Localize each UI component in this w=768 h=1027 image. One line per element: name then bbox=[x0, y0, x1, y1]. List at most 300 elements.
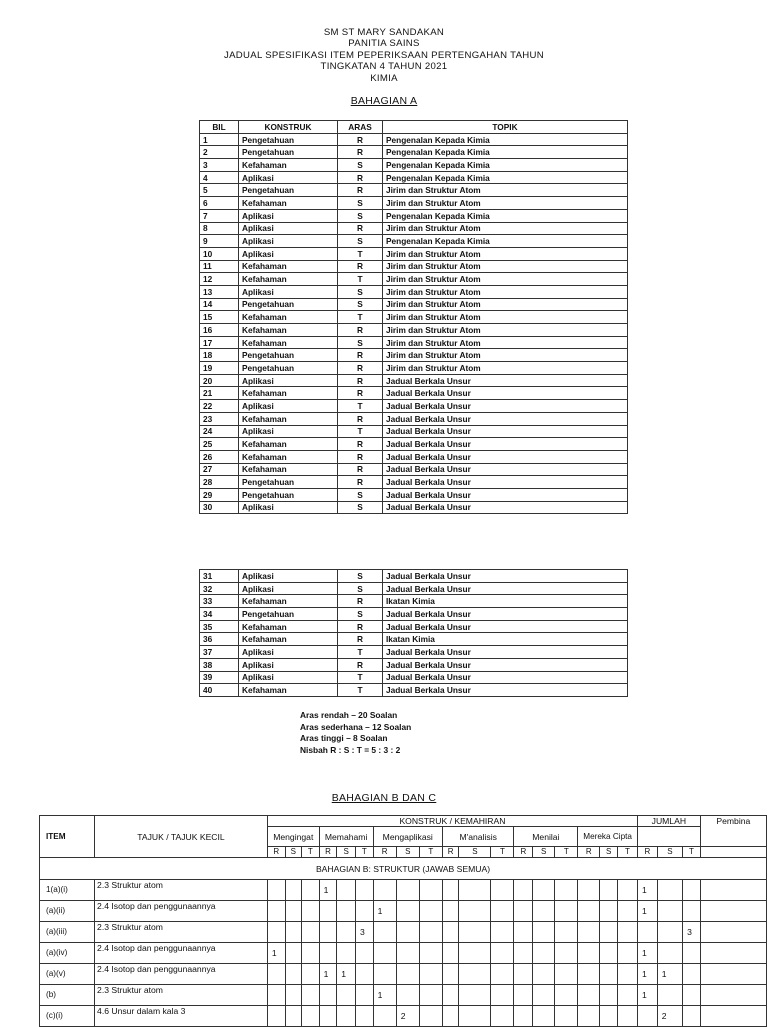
cell-konstruk: Aplikasi bbox=[239, 425, 338, 438]
cell-bil: 33 bbox=[200, 595, 239, 608]
cell-aras: S bbox=[338, 608, 383, 621]
mark-cell: 1 bbox=[267, 943, 285, 964]
mark-cell bbox=[514, 964, 533, 985]
total-cell bbox=[683, 964, 701, 985]
level-label: R bbox=[373, 847, 396, 858]
mark-cell bbox=[302, 880, 320, 901]
construct-understand: Memahami bbox=[319, 827, 373, 847]
cell-topik: Pengenalan Kepada Kimia bbox=[383, 133, 628, 146]
cell-konstruk: Pengetahuan bbox=[239, 133, 338, 146]
mark-cell bbox=[373, 1006, 396, 1027]
cell-aras: R bbox=[338, 387, 383, 400]
cell-aras: R bbox=[338, 476, 383, 489]
cell-bil: 37 bbox=[200, 646, 239, 659]
table-row bbox=[200, 324, 628, 337]
panel-name: PANITIA SAINS bbox=[348, 38, 420, 50]
cell-konstruk: Pengetahuan bbox=[239, 349, 338, 362]
construct-analyse: M'analisis bbox=[442, 827, 514, 847]
mark-cell bbox=[600, 880, 618, 901]
item-topic: 2.3 Struktur atom bbox=[95, 922, 268, 943]
cell-konstruk: Aplikasi bbox=[239, 235, 338, 248]
cell-aras: R bbox=[338, 450, 383, 463]
mark-cell bbox=[419, 922, 442, 943]
cell-konstruk: Kefahaman bbox=[239, 387, 338, 400]
level-label: S bbox=[533, 847, 555, 858]
mark-cell bbox=[337, 1006, 356, 1027]
mark-cell bbox=[319, 901, 337, 922]
item-number: (a)(iii) bbox=[40, 922, 95, 943]
part-b-label: BAHAGIAN B: STRUKTUR (JAWAB SEMUA) bbox=[40, 858, 767, 880]
cell-bil: 30 bbox=[200, 501, 239, 514]
cell-topik: Jadual Berkala Unsur bbox=[383, 488, 628, 501]
mark-cell bbox=[396, 880, 419, 901]
mark-cell bbox=[355, 985, 373, 1006]
note-low: Aras rendah – 20 Soalan bbox=[300, 710, 398, 720]
cell-konstruk: Kefahaman bbox=[239, 159, 338, 172]
table-row bbox=[200, 646, 628, 659]
mark-cell bbox=[555, 964, 578, 985]
mark-cell bbox=[555, 922, 578, 943]
note-ratio: Nisbah R : S : T = 5 : 3 : 2 bbox=[300, 745, 401, 756]
mark-cell bbox=[442, 964, 459, 985]
total-cell: 1 bbox=[637, 901, 657, 922]
table-row bbox=[200, 658, 628, 671]
col-total: JUMLAH bbox=[637, 816, 700, 827]
cell-bil: 8 bbox=[200, 222, 239, 235]
cell-konstruk: Aplikasi bbox=[239, 222, 338, 235]
cell-bil: 26 bbox=[200, 450, 239, 463]
mark-cell bbox=[514, 1006, 533, 1027]
cell-topik: Jirim dan Struktur Atom bbox=[383, 362, 628, 375]
builder-cell bbox=[700, 901, 766, 922]
mark-cell bbox=[491, 964, 514, 985]
cell-bil: 39 bbox=[200, 671, 239, 684]
cell-topik: Jadual Berkala Unsur bbox=[383, 387, 628, 400]
mark-cell bbox=[419, 964, 442, 985]
table-row bbox=[200, 595, 628, 608]
cell-konstruk: Aplikasi bbox=[239, 582, 338, 595]
cell-aras: S bbox=[338, 488, 383, 501]
table-row bbox=[200, 488, 628, 501]
mark-cell bbox=[617, 922, 637, 943]
cell-konstruk: Kefahaman bbox=[239, 324, 338, 337]
mark-cell bbox=[533, 901, 555, 922]
item-topic: 2.3 Struktur atom bbox=[95, 880, 268, 901]
cell-aras: S bbox=[338, 582, 383, 595]
item-number: (b) bbox=[40, 985, 95, 1006]
cell-konstruk: Kefahaman bbox=[239, 273, 338, 286]
cell-topik: Jirim dan Struktur Atom bbox=[383, 324, 628, 337]
cell-konstruk: Kefahaman bbox=[239, 336, 338, 349]
cell-aras: S bbox=[338, 159, 383, 172]
table-row bbox=[200, 197, 628, 210]
cell-topik: Jadual Berkala Unsur bbox=[383, 620, 628, 633]
item-topic: 2.4 Isotop dan penggunaannya bbox=[95, 901, 268, 922]
mark-cell bbox=[617, 901, 637, 922]
total-cell bbox=[657, 901, 682, 922]
mark-cell bbox=[617, 943, 637, 964]
cell-aras: R bbox=[338, 438, 383, 451]
mark-cell bbox=[459, 943, 491, 964]
mark-cell bbox=[373, 922, 396, 943]
cell-topik: Ikatan Kimia bbox=[383, 595, 628, 608]
cell-bil: 28 bbox=[200, 476, 239, 489]
item-number: (a)(v) bbox=[40, 964, 95, 985]
mark-cell bbox=[302, 901, 320, 922]
cell-konstruk: Kefahaman bbox=[239, 620, 338, 633]
mark-cell bbox=[442, 922, 459, 943]
cell-aras: R bbox=[338, 184, 383, 197]
total-cell: 2 bbox=[657, 1006, 682, 1027]
cell-bil: 22 bbox=[200, 400, 239, 413]
mark-cell bbox=[533, 922, 555, 943]
cell-konstruk: Pengetahuan bbox=[239, 488, 338, 501]
item-topic: 2.4 Isotop dan penggunaannya bbox=[95, 964, 268, 985]
mark-cell bbox=[555, 901, 578, 922]
table-row bbox=[200, 362, 628, 375]
item-topic: 2.4 Isotop dan penggunaannya bbox=[95, 943, 268, 964]
cell-topik: Jirim dan Struktur Atom bbox=[383, 298, 628, 311]
document-title: JADUAL SPESIFIKASI ITEM PEPERIKSAAN PERTENGAHAN TAHUN bbox=[224, 49, 544, 61]
cell-bil: 38 bbox=[200, 658, 239, 671]
mark-cell bbox=[533, 964, 555, 985]
mark-cell bbox=[319, 922, 337, 943]
level-label: T bbox=[555, 847, 578, 858]
level-label: T bbox=[491, 847, 514, 858]
cell-konstruk: Pengetahuan bbox=[239, 146, 338, 159]
cell-topik: Jadual Berkala Unsur bbox=[383, 608, 628, 621]
mark-cell bbox=[491, 1006, 514, 1027]
cell-aras: T bbox=[338, 273, 383, 286]
cell-konstruk: Aplikasi bbox=[239, 400, 338, 413]
table-row bbox=[200, 608, 628, 621]
mark-cell bbox=[578, 901, 600, 922]
item-number: 1(a)(i) bbox=[40, 880, 95, 901]
table-row bbox=[200, 684, 628, 697]
total-blank-cell bbox=[637, 827, 700, 847]
cell-bil: 15 bbox=[200, 311, 239, 324]
mark-cell bbox=[373, 943, 396, 964]
table-row bbox=[200, 273, 628, 286]
level-label: R bbox=[637, 847, 657, 858]
cell-konstruk: Kefahaman bbox=[239, 595, 338, 608]
total-cell bbox=[683, 943, 701, 964]
subject-name: KIMIA bbox=[370, 72, 398, 84]
mark-cell bbox=[555, 880, 578, 901]
mark-cell bbox=[578, 943, 600, 964]
mark-cell bbox=[514, 880, 533, 901]
mark-cell bbox=[396, 943, 419, 964]
cell-konstruk: Kefahaman bbox=[239, 450, 338, 463]
col-bil: BIL bbox=[200, 121, 239, 134]
level-label: S bbox=[396, 847, 419, 858]
mark-cell bbox=[337, 922, 356, 943]
table-header-row bbox=[200, 121, 628, 134]
mark-cell: 1 bbox=[319, 880, 337, 901]
cell-aras: T bbox=[338, 684, 383, 697]
cell-bil: 21 bbox=[200, 387, 239, 400]
table-row bbox=[200, 387, 628, 400]
mark-cell bbox=[396, 985, 419, 1006]
cell-bil: 23 bbox=[200, 412, 239, 425]
cell-topik: Jadual Berkala Unsur bbox=[383, 684, 628, 697]
mark-cell bbox=[600, 1006, 618, 1027]
cell-topik: Jadual Berkala Unsur bbox=[383, 438, 628, 451]
cell-aras: S bbox=[338, 285, 383, 298]
cell-bil: 2 bbox=[200, 146, 239, 159]
cell-bil: 40 bbox=[200, 684, 239, 697]
cell-bil: 16 bbox=[200, 324, 239, 337]
mark-cell bbox=[285, 901, 302, 922]
mark-cell bbox=[514, 943, 533, 964]
total-cell bbox=[683, 901, 701, 922]
col-item: ITEM bbox=[40, 816, 95, 858]
mark-cell: 1 bbox=[337, 964, 356, 985]
mark-cell bbox=[533, 943, 555, 964]
level-label: T bbox=[419, 847, 442, 858]
cell-topik: Pengenalan Kepada Kimia bbox=[383, 159, 628, 172]
cell-konstruk: Pengetahuan bbox=[239, 184, 338, 197]
mark-cell bbox=[600, 943, 618, 964]
cell-bil: 18 bbox=[200, 349, 239, 362]
mark-cell bbox=[337, 985, 356, 1006]
table-row bbox=[200, 425, 628, 438]
mark-cell bbox=[419, 943, 442, 964]
table-row bbox=[200, 235, 628, 248]
table-row bbox=[200, 222, 628, 235]
cell-topik: Jirim dan Struktur Atom bbox=[383, 336, 628, 349]
table-row bbox=[40, 880, 767, 901]
cell-topik: Jirim dan Struktur Atom bbox=[383, 273, 628, 286]
cell-bil: 13 bbox=[200, 285, 239, 298]
mark-cell bbox=[442, 985, 459, 1006]
table-row bbox=[200, 570, 628, 583]
cell-konstruk: Pengetahuan bbox=[239, 608, 338, 621]
cell-aras: R bbox=[338, 222, 383, 235]
section-bc-table bbox=[39, 815, 767, 1027]
section-a-table-part2 bbox=[199, 569, 628, 697]
cell-topik: Jadual Berkala Unsur bbox=[383, 646, 628, 659]
mark-cell bbox=[396, 922, 419, 943]
cell-topik: Ikatan Kimia bbox=[383, 633, 628, 646]
mark-cell bbox=[600, 901, 618, 922]
table-row bbox=[200, 582, 628, 595]
table-row bbox=[40, 901, 767, 922]
table-row bbox=[200, 400, 628, 413]
level-label: R bbox=[442, 847, 459, 858]
section-a-table-part1 bbox=[199, 120, 628, 514]
construct-create: Mereka Cipta bbox=[578, 827, 638, 847]
table-row bbox=[200, 374, 628, 387]
cell-topik: Jirim dan Struktur Atom bbox=[383, 349, 628, 362]
cell-konstruk: Pengetahuan bbox=[239, 362, 338, 375]
school-name: SM ST MARY SANDAKAN bbox=[323, 27, 445, 38]
table-row bbox=[200, 438, 628, 451]
item-number: (a)(ii) bbox=[40, 901, 95, 922]
mark-cell bbox=[285, 964, 302, 985]
cell-bil: 27 bbox=[200, 463, 239, 476]
cell-bil: 3 bbox=[200, 159, 239, 172]
cell-bil: 25 bbox=[200, 438, 239, 451]
mark-cell bbox=[267, 964, 285, 985]
builder-cell bbox=[700, 943, 766, 964]
item-number: (a)(iv) bbox=[40, 943, 95, 964]
mark-cell bbox=[396, 964, 419, 985]
col-group-construct: KONSTRUK / KEMAHIRAN bbox=[267, 816, 637, 827]
cell-konstruk: Kefahaman bbox=[239, 260, 338, 273]
cell-konstruk: Aplikasi bbox=[239, 671, 338, 684]
builder-cell bbox=[700, 964, 766, 985]
mark-cell bbox=[302, 922, 320, 943]
col-aras: ARAS bbox=[338, 121, 383, 134]
cell-konstruk: Kefahaman bbox=[239, 311, 338, 324]
table-row bbox=[40, 943, 767, 964]
total-cell bbox=[683, 1006, 701, 1027]
table-row bbox=[200, 184, 628, 197]
mark-cell bbox=[578, 985, 600, 1006]
cell-konstruk: Aplikasi bbox=[239, 570, 338, 583]
mark-cell bbox=[355, 964, 373, 985]
cell-konstruk: Kefahaman bbox=[239, 412, 338, 425]
mark-cell bbox=[337, 943, 356, 964]
table-row bbox=[200, 146, 628, 159]
mark-cell bbox=[319, 1006, 337, 1027]
mark-cell bbox=[578, 922, 600, 943]
cell-topik: Jadual Berkala Unsur bbox=[383, 400, 628, 413]
cell-aras: T bbox=[338, 671, 383, 684]
document-header bbox=[0, 27, 768, 84]
cell-aras: R bbox=[338, 260, 383, 273]
cell-topik: Jirim dan Struktur Atom bbox=[383, 285, 628, 298]
note-high: Aras tinggi – 8 Soalan bbox=[300, 733, 388, 744]
total-cell bbox=[657, 943, 682, 964]
cell-aras: R bbox=[338, 412, 383, 425]
level-label: S bbox=[337, 847, 356, 858]
mark-cell bbox=[491, 985, 514, 1006]
total-cell bbox=[637, 1006, 657, 1027]
cell-topik: Jadual Berkala Unsur bbox=[383, 412, 628, 425]
mark-cell bbox=[319, 943, 337, 964]
mark-cell: 1 bbox=[319, 964, 337, 985]
section-a-title: BAHAGIAN A bbox=[350, 95, 418, 107]
cell-aras: R bbox=[338, 146, 383, 159]
level-label: R bbox=[514, 847, 533, 858]
cell-aras: S bbox=[338, 209, 383, 222]
builder-cell bbox=[700, 880, 766, 901]
cell-bil: 31 bbox=[200, 570, 239, 583]
cell-aras: R bbox=[338, 133, 383, 146]
mark-cell bbox=[459, 901, 491, 922]
total-cell: 1 bbox=[637, 985, 657, 1006]
total-cell bbox=[657, 985, 682, 1006]
mark-cell bbox=[355, 943, 373, 964]
mark-cell bbox=[514, 922, 533, 943]
cell-konstruk: Pengetahuan bbox=[239, 298, 338, 311]
cell-konstruk: Aplikasi bbox=[239, 501, 338, 514]
cell-aras: S bbox=[338, 501, 383, 514]
mark-cell bbox=[600, 922, 618, 943]
mark-cell bbox=[459, 880, 491, 901]
cell-topik: Jirim dan Struktur Atom bbox=[383, 222, 628, 235]
cell-aras: S bbox=[338, 235, 383, 248]
mark-cell bbox=[617, 1006, 637, 1027]
cell-topik: Pengenalan Kepada Kimia bbox=[383, 146, 628, 159]
mark-cell bbox=[491, 880, 514, 901]
cell-bil: 35 bbox=[200, 620, 239, 633]
mark-cell bbox=[600, 985, 618, 1006]
cell-bil: 7 bbox=[200, 209, 239, 222]
cell-bil: 10 bbox=[200, 247, 239, 260]
total-cell: 3 bbox=[683, 922, 701, 943]
mark-cell bbox=[267, 922, 285, 943]
table-row bbox=[200, 349, 628, 362]
level-label: T bbox=[302, 847, 320, 858]
level-label: R bbox=[319, 847, 337, 858]
item-topic: 4.6 Unsur dalam kala 3 bbox=[95, 1006, 268, 1027]
cell-aras: T bbox=[338, 247, 383, 260]
cell-topik: Jadual Berkala Unsur bbox=[383, 463, 628, 476]
col-topic: TAJUK / TAJUK KECIL bbox=[95, 816, 268, 858]
mark-cell bbox=[459, 985, 491, 1006]
cell-bil: 29 bbox=[200, 488, 239, 501]
mark-cell bbox=[533, 880, 555, 901]
total-cell bbox=[657, 922, 682, 943]
mark-cell bbox=[578, 964, 600, 985]
mark-cell bbox=[578, 880, 600, 901]
mark-cell bbox=[442, 1006, 459, 1027]
cell-bil: 9 bbox=[200, 235, 239, 248]
cell-aras: R bbox=[338, 324, 383, 337]
mark-cell: 3 bbox=[355, 922, 373, 943]
cell-bil: 34 bbox=[200, 608, 239, 621]
mark-cell bbox=[459, 964, 491, 985]
cell-konstruk: Aplikasi bbox=[239, 285, 338, 298]
cell-bil: 12 bbox=[200, 273, 239, 286]
total-cell: 1 bbox=[637, 964, 657, 985]
cell-topik: Jadual Berkala Unsur bbox=[383, 582, 628, 595]
cell-topik: Jirim dan Struktur Atom bbox=[383, 260, 628, 273]
cell-topik: Jadual Berkala Unsur bbox=[383, 658, 628, 671]
mark-cell bbox=[555, 1006, 578, 1027]
cell-topik: Jadual Berkala Unsur bbox=[383, 570, 628, 583]
cell-topik: Jadual Berkala Unsur bbox=[383, 476, 628, 489]
mark-cell bbox=[302, 1006, 320, 1027]
table-row bbox=[200, 476, 628, 489]
mark-cell bbox=[491, 943, 514, 964]
cell-bil: 17 bbox=[200, 336, 239, 349]
table-row bbox=[200, 501, 628, 514]
section-bc-title: BAHAGIAN B DAN C bbox=[331, 792, 437, 804]
cell-topik: Jadual Berkala Unsur bbox=[383, 501, 628, 514]
cell-konstruk: Aplikasi bbox=[239, 209, 338, 222]
cell-konstruk: Kefahaman bbox=[239, 438, 338, 451]
cell-aras: R bbox=[338, 349, 383, 362]
level-label: S bbox=[600, 847, 618, 858]
item-topic: 2.3 Struktur atom bbox=[95, 985, 268, 1006]
builder-cell bbox=[700, 1006, 766, 1027]
cell-topik: Jirim dan Struktur Atom bbox=[383, 311, 628, 324]
level-label: S bbox=[459, 847, 491, 858]
col-topik: TOPIK bbox=[383, 121, 628, 134]
cell-konstruk: Kefahaman bbox=[239, 684, 338, 697]
table-row bbox=[40, 922, 767, 943]
table-row bbox=[200, 463, 628, 476]
mark-cell bbox=[373, 964, 396, 985]
mark-cell bbox=[319, 985, 337, 1006]
mark-cell bbox=[617, 880, 637, 901]
cell-topik: Jirim dan Struktur Atom bbox=[383, 184, 628, 197]
table-row bbox=[200, 620, 628, 633]
